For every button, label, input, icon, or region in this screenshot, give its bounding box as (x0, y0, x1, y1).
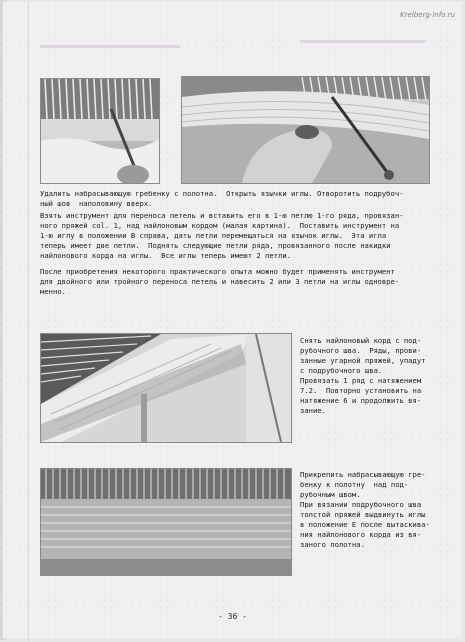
photo-transfer-stitch (181, 76, 430, 184)
photo-attach-cast-on-comb (40, 468, 292, 576)
side-text-tension: Провязать 1 ряд с натяжением 7.2. Повторно установить на натяжение 6 и продолжить вя- зание. (300, 376, 422, 415)
bleed-through (40, 45, 180, 48)
paragraph-transfer-tool: Взять инструмент для переноса петель и вставить его в 1-ю петлю 1-го ряда, провязан- ного пряжей col. 1, над найлоновым кордом (малая картина). Поставить инструмент на 1-ю иглу в положении В справа, дать петли перемещаться на язычок иглы. Эта игла теперь имеет две петли. Поднять следующие петли ряда, провязанного после накидки найлонового корда на иглы. Все иглы теперь имеют 2 петли. (40, 211, 404, 261)
paragraph-remove-comb: Удалить набрасывающую гребенку с полотна. Открыть язычки иглы. Отворотить подрубоч- ный шов наполовину вверх. (40, 189, 404, 209)
watermark: Krelberg-info.ru (400, 11, 455, 19)
side-text-attach-comb: Прикрепить набрасывающую гре- бенку к полотну над под- рубочным швом. При вязании подрубочного шва толстой пряжей выдвинуть иглы в положение Е после вытаскива- ния найлонового корда из вя- заного полотна. (300, 470, 430, 549)
bleed-through (300, 40, 425, 43)
paragraph-experience: После приобретения некоторого практического опыта можно будет применять инструмент для двойного или тройного переноса петель и навесить 2 или 3 петли на иглы одновре- менно. (40, 267, 400, 297)
photo-tool-closeup (40, 78, 160, 184)
photo-remove-nylon-cord (40, 333, 292, 443)
page-number: - 36 - (218, 612, 247, 621)
side-text-remove-cord: Снять найлоновый корд с под- рубочного шва. Ряды, прови- занные угарной пряжей, упадут с подрубочного шва. (300, 336, 426, 375)
page-fold (28, 2, 29, 642)
